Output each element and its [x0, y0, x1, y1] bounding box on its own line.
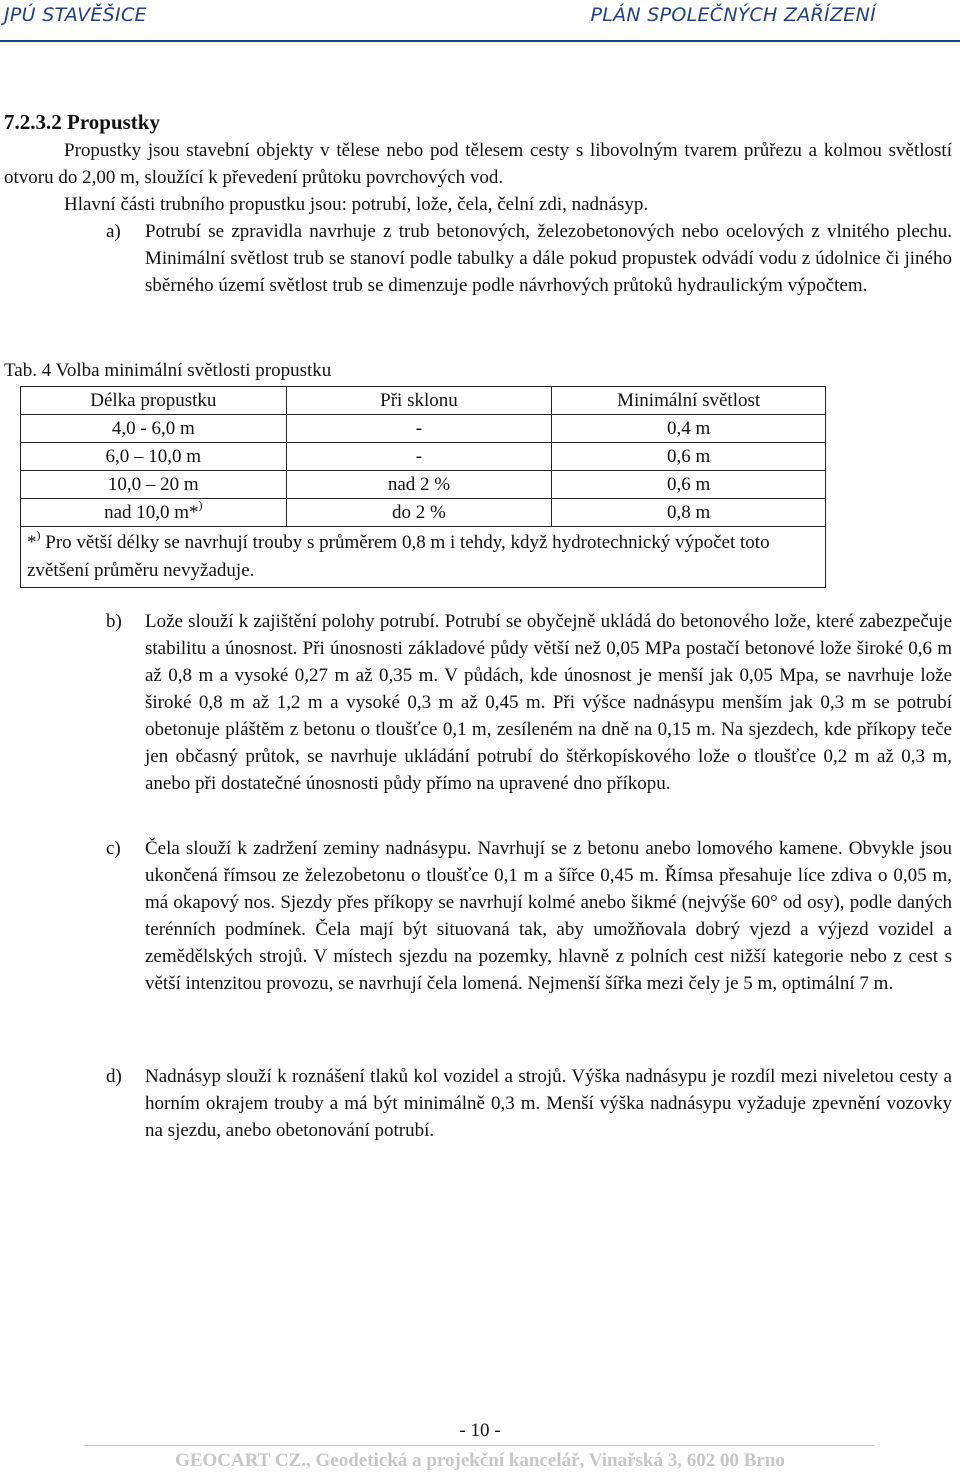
footnote-sup: ) — [36, 528, 41, 542]
parts-paragraph: Hlavní části trubního propustku jsou: potrubí, lože, čela, čelní zdi, nadnásyp. — [64, 194, 649, 215]
page-footer: GEOCART CZ., Geodetická a projekční kancelář, Vinařská 3, 602 00 Brno — [175, 1450, 785, 1471]
item-d-label: d) — [106, 1066, 122, 1087]
table-header-cell: Délka propustku — [21, 387, 287, 415]
table-cell-text: nad 10,0 m* — [104, 502, 199, 523]
table-cell: - — [286, 443, 552, 471]
table-row — [21, 443, 826, 471]
table-note-row — [21, 527, 826, 588]
table-cell: nad 2 % — [286, 471, 552, 499]
table-cell: 0,4 m — [552, 415, 826, 443]
footnote-sup: ) — [198, 498, 203, 512]
item-a-text: Potrubí se zpravidla navrhuje z trub betonových, železobetonových nebo ocelových z vlnitého plechu. Minimální světlost trub se stanoví podle tabulky a dále pokud propustek odvádí vodu z údolnice či jiného sběrného území světlost trub se dimenzuje podle návrhových průtoků hydraulickým výpočtem. — [145, 221, 952, 296]
table-cell: 0,6 m — [552, 443, 826, 471]
intro-paragraph: Propustky jsou stavební objekty v tělese nebo pod tělesem cesty s libovolným tvarem průřezu a kolmou světlostí otvoru do 2,00 m, sloužící k převedení průtoku povrchových vod. — [4, 140, 952, 188]
item-b-text: Lože slouží k zajištění polohy potrubí. Potrubí se obyčejně ukládá do betonového lože, které zabezpečuje stabilitu a únosnost. Při únosnosti základové půdy větší než 0,05 MPa postačí betonové lože široké 0,6 m až 0,8 m a vysoké 0,27 m až 0,35 m. V půdách, kde únosnost je menší jak 0,05 Mpa, se navrhuje lože široké 0,8 m až 1,2 m a vysoké 0,3 m až 0,45 m. Při výšce nadnásypu menším jak 0,3 m se potrubí obetonuje pláštěm z betonu o tloušťce 0,1 m, zesíleném na dně na 0,15 m. Na sjezdech, kde příkopy teče jen občasný průtok, se navrhuje ukládání potrubí do štěrkopískového lože o tloušťce 0,2 m až 0,3 m, anebo při dostatečné únosnosti půdy přímo na upravené dno příkopu. — [145, 611, 952, 794]
min-clearance-table — [20, 386, 826, 588]
table-note-cell — [21, 527, 826, 588]
item-c-text: Čela slouží k zadržení zeminy nadnásypu. Navrhují se z betonu anebo lomového kamene. Obvykle jsou ukončená římsou ze železobetonu o tloušťce 0,1 m a šířce 0,45 m. Římsa přesahuje líce zdiva o 0,05 m, má okapový nos. Sjezdy přes příkopy se navrhují kolmé anebo šikmé (nejvýše 60° od osy), podle daných terénních podmínek. Čela mají být situovaná tak, aby umožňovala dobrý vjezd a výjezd vozidel a zemědělských strojů. V místech sjezdu na pozemky, hlavně z polních cest nižší kategorie nebo z cest s větší intenzitou provozu, se navrhují čela lomená. Nejmenší šířka mezi čely je 5 m, optimální 7 m. — [145, 838, 952, 994]
table-cell — [21, 499, 287, 527]
table-row — [21, 415, 826, 443]
table-row — [21, 471, 826, 499]
footnote-mark: * — [27, 532, 37, 553]
item-a-label: a) — [106, 221, 121, 242]
section-heading: 7.2.3.2 Propustky — [4, 110, 160, 134]
table-caption: Tab. 4 Volba minimální světlosti propustku — [4, 360, 332, 381]
table-header-row — [21, 387, 826, 415]
page-header — [0, 0, 960, 42]
table-cell: 4,0 - 6,0 m — [21, 415, 287, 443]
table-cell: 0,8 m — [552, 499, 826, 527]
table-header-cell: Při sklonu — [286, 387, 552, 415]
table-cell: 10,0 – 20 m — [21, 471, 287, 499]
table-note-text: Pro větší délky se navrhují trouby s průměrem 0,8 m i tehdy, když hydrotechnický výpočet toto zvětšení průměru nevyžaduje. — [27, 532, 770, 581]
item-d-text: Nadnásyp slouží k roznášení tlaků kol vozidel a strojů. Výška nadnásypu je rozdíl mezi niveletou cesty a horním okrajem trouby a má být minimálně 0,3 m. Menší výška nadnásypu vyžaduje zpevnění vozovky na sjezdu, anebo obetonování potrubí. — [145, 1066, 952, 1141]
footer-divider — [84, 1445, 874, 1446]
header-document-title: PLÁN SPOLEČNÝCH ZAŘÍZENÍ — [590, 4, 876, 26]
item-b-label: b) — [106, 611, 122, 632]
table-cell: 6,0 – 10,0 m — [21, 443, 287, 471]
item-c-label: c) — [106, 838, 121, 859]
header-project-name: JPÚ STAVĚŠICE — [4, 4, 147, 26]
table-cell: 0,6 m — [552, 471, 826, 499]
table-header-cell: Minimální světlost — [552, 387, 826, 415]
table-cell: - — [286, 415, 552, 443]
table-cell: do 2 % — [286, 499, 552, 527]
page-number: - 10 - — [459, 1420, 501, 1441]
table-row — [21, 499, 826, 527]
